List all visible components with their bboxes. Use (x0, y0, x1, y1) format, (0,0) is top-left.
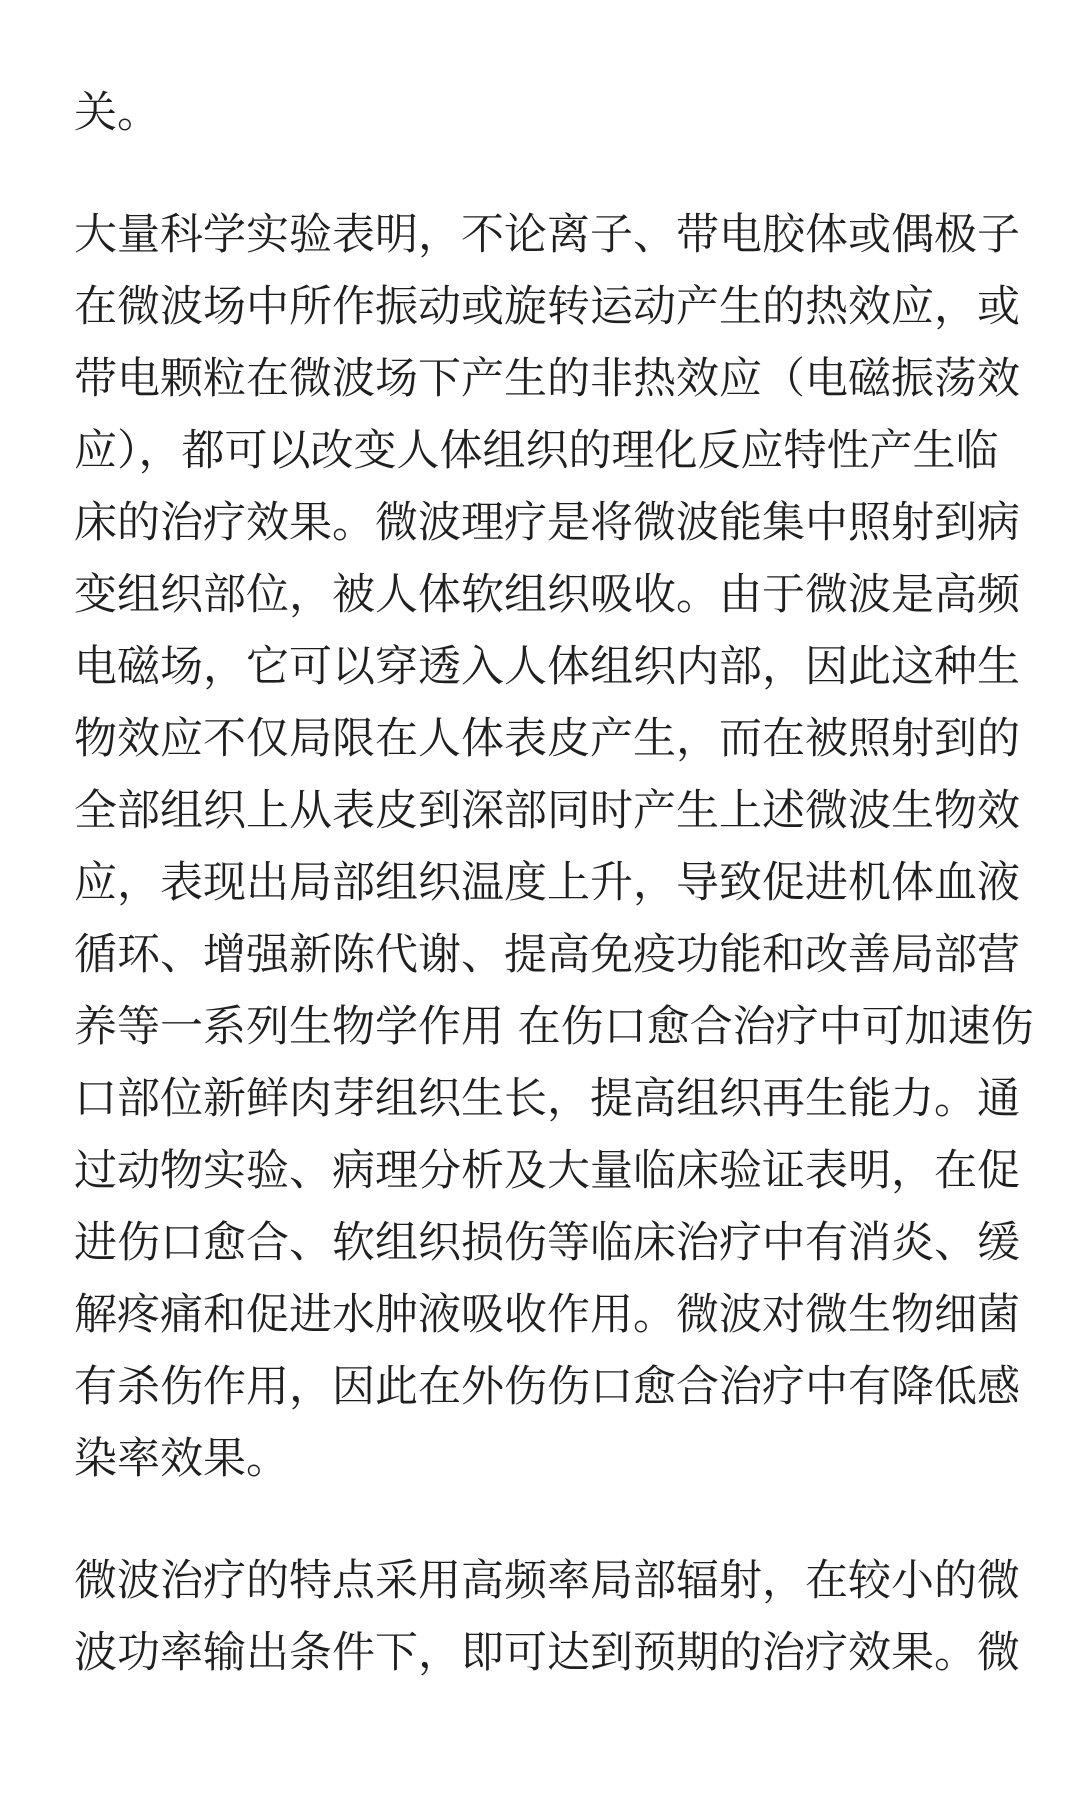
text-line: 应），都可以改变人体组织的理化反应特性产生临 (74, 426, 999, 476)
paragraph-2 (74, 199, 1034, 1495)
text-line: 有杀伤作用，因此在外伤伤口愈合治疗中有降低感 (74, 1362, 1020, 1412)
paragraph-1 (74, 77, 1014, 149)
text-line: 变组织部位，被人体软组织吸收。由于微波是高频 (74, 570, 1020, 620)
text-line: 染率效果。 (74, 1434, 289, 1484)
text-line: 解疼痛和促进水肿液吸收作用。微波对微生物细菌 (74, 1290, 1020, 1340)
text-line: 微波治疗的特点采用高频率局部辐射，在较小的微 (74, 1556, 1020, 1606)
text-line: 关。 (74, 88, 160, 138)
text-line: 口部位新鲜肉芽组织生长，提高组织再生能力。通 (74, 1074, 1020, 1124)
text-line: 进伤口愈合、软组织损伤等临床治疗中有消炎、缓 (74, 1218, 1020, 1268)
text-line: 电磁场，它可以穿透入人体组织内部，因此这种生 (74, 642, 1020, 692)
text-line: 循环、增强新陈代谢、提高免疫功能和改善局部营 (74, 930, 1020, 980)
text-line: 带电颗粒在微波场下产生的非热效应（电磁振荡效 (74, 354, 1020, 404)
text-line: 全部组织上从表皮到深部同时产生上述微波生物效 (74, 786, 1020, 836)
article-body (74, 0, 1034, 1689)
text-line: 在微波场中所作振动或旋转运动产生的热效应，或 (74, 282, 1020, 332)
text-line: 波功率输出条件下，即可达到预期的治疗效果。微 (74, 1628, 1020, 1678)
text-line: 应，表现出局部组织温度上升，导致促进机体血液 (74, 858, 1020, 908)
text-line: 大量科学实验表明，不论离子、带电胶体或偶极子 (74, 210, 1020, 260)
paragraph-3 (74, 1545, 1020, 1689)
text-line: 床的治疗效果。微波理疗是将微波能集中照射到病 (74, 498, 1020, 548)
text-line: 养等一系列生物学作用 在伤口愈合治疗中可加速伤 (74, 1002, 1034, 1052)
text-line: 过动物实验、病理分析及大量临床验证表明，在促 (74, 1146, 1020, 1196)
text-line: 物效应不仅局限在人体表皮产生，而在被照射到的 (74, 714, 1020, 764)
